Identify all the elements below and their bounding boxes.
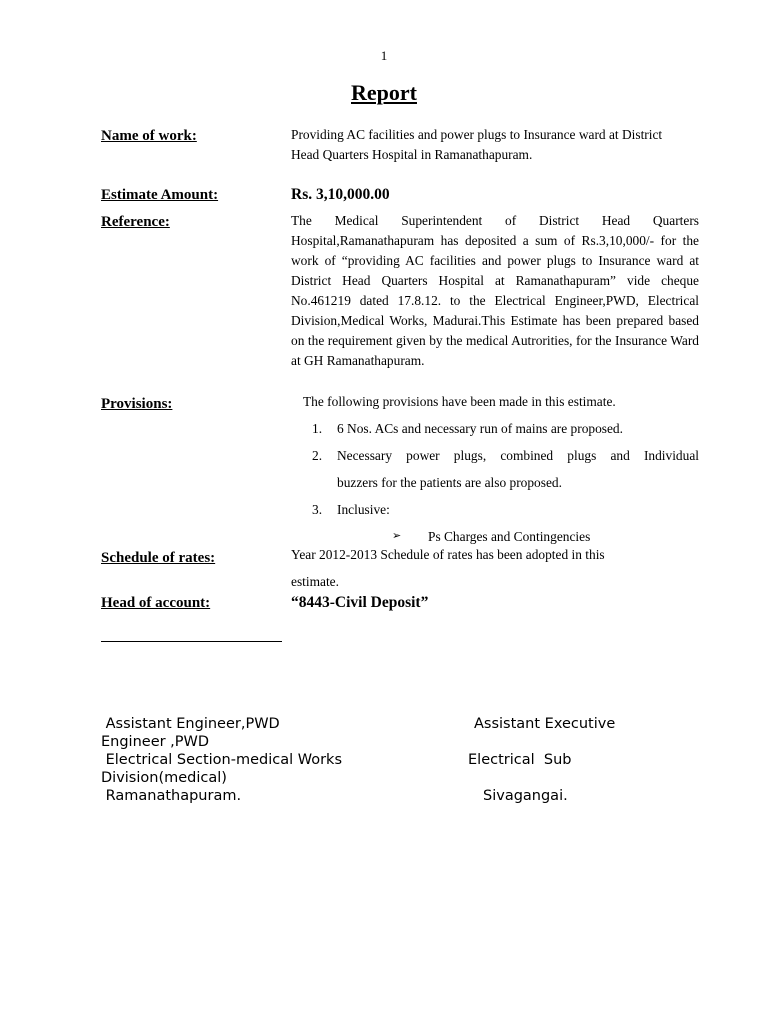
provisions-label: Provisions:: [101, 396, 173, 412]
signature-right-line3: Electrical Sub: [468, 752, 572, 768]
report-title: Report: [351, 80, 417, 105]
reference-label: Reference:: [101, 214, 170, 230]
schedule-of-rates-line2: estimate.: [291, 574, 339, 589]
signature-left-line5: Ramanathapuram.: [101, 788, 242, 804]
head-of-account-label: Head of account:: [101, 595, 211, 611]
provision-item-1-text: 6 Nos. ACs and necessary run of mains are proposed.: [337, 421, 623, 436]
schedule-of-rates-label: Schedule of rates:: [101, 550, 216, 566]
name-of-work-label: Name of work:: [101, 128, 197, 144]
provision-item-3-text: Inclusive:: [337, 502, 390, 517]
signature-divider: [101, 641, 282, 642]
provision-item-2-line2: buzzers for the patients are also proposed.: [337, 475, 562, 490]
head-of-account-value: “8443-Civil Deposit”: [291, 594, 429, 611]
arrow-bullet-icon: ➢: [392, 529, 402, 542]
provision-item-3-num: 3.: [312, 502, 323, 517]
provision-item-2-line1: Necessary power plugs, combined plugs and Individual: [337, 448, 699, 463]
signature-left-line1: Assistant Engineer,PWD: [101, 716, 280, 732]
signature-right-line1: Assistant Executive: [474, 716, 616, 732]
name-of-work-value: Providing AC facilities and power plugs to Insurance ward at District Head Quarters Hospital in Ramanathapuram.: [291, 127, 663, 162]
signature-line2: Engineer ,PWD: [101, 734, 210, 750]
reference-value: The Medical Superintendent of District Head Quarters Hospital,Ramanathapuram has deposited a sum of Rs.3,10,000/- for the work of “providing AC facilities and power plugs to Insurance ward at District Head Quarters Hospital at Ramanathapuram” vide cheque No.461219 dated 17.8.12. to the Electrical Engineer,PWD, Electrical Division,Medical Works, Madurai.This Estimate has been prepared based on the requirement given by the medical Autrorities, for the Insurance Ward at GH Ramanathapuram.: [291, 213, 699, 368]
schedule-of-rates-line1: Year 2012-2013 Schedule of rates has been adopted in this: [291, 547, 605, 562]
provisions-intro: The following provisions have been made in this estimate.: [303, 394, 616, 409]
signature-right-line5: Sivagangai.: [483, 788, 568, 804]
signature-line4: Division(medical): [101, 770, 227, 786]
page-number: 1: [380, 48, 388, 63]
provision-sub-bullet-text: Ps Charges and Contingencies: [428, 529, 591, 544]
provision-item-2-num: 2.: [312, 448, 323, 463]
estimate-amount-label: Estimate Amount:: [101, 187, 219, 203]
estimate-amount-value: Rs. 3,10,000.00: [291, 186, 390, 203]
provision-item-1-num: 1.: [312, 421, 323, 436]
signature-left-line3: Electrical Section-medical Works: [101, 752, 343, 768]
